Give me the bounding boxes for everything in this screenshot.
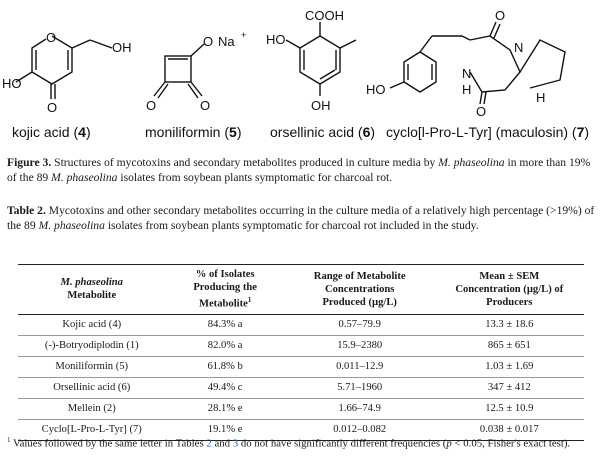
moniliformin-o-label: O (203, 34, 214, 49)
cell-range: 0.012–0.082 (285, 419, 435, 440)
maculosin-ho-label: HO (366, 82, 386, 97)
cell-metabolite: Mellein (2) (18, 398, 166, 419)
cell-mean: 0.038 ± 0.017 (435, 419, 584, 440)
cell-metabolite: Orsellinic acid (6) (18, 377, 166, 398)
kojic-o-label: O (46, 30, 57, 45)
kojic-ketone-o-label: O (47, 100, 58, 115)
cell-percent: 84.3% a (166, 314, 285, 335)
moniliformin-structure (154, 44, 204, 98)
table-row (18, 356, 584, 377)
cell-mean: 1.03 ± 1.69 (435, 356, 584, 377)
maculosin-h-label: H (536, 90, 546, 105)
cell-metabolite: Moniliformin (5) (18, 356, 166, 377)
cell-percent: 61.8% b (166, 356, 285, 377)
header-mean: Mean ± SEM Concentration (µg/L) of Producers (435, 265, 584, 315)
maculosin-caption: cyclo[l-Pro-L-Tyr] (maculosin) (7) (386, 124, 590, 140)
table-2-link[interactable]: 2 (206, 437, 212, 450)
cell-metabolite: (-)-Botryodiplodin (1) (18, 335, 166, 356)
table-caption: Table 2. Mycotoxins and other secondary metabolites occurring in the culture media of a relatively high percentage (>19%) of the 89 M. phaseolina isolates from soybean plants symptomatic for charcoal rot included in the study. (7, 204, 595, 232)
moniliformin-plus-sign: + (241, 30, 247, 40)
maculosin-o-top-label: O (495, 8, 506, 23)
cell-mean: 865 ± 651 (435, 335, 584, 356)
kojic-oh-label: OH (112, 40, 132, 55)
moniliformin-na-label: Na (218, 34, 235, 49)
cell-mean: 12.5 ± 10.9 (435, 398, 584, 419)
table-footnote: $^1$ Values followed by the same letter in Tables 2 and 3 do not have significantly different frequencies (p < 0.05, Fisher's exact test). (7, 436, 571, 450)
moniliformin-o-right-label: O (200, 98, 211, 113)
maculosin-nh-n-label: N (462, 66, 472, 81)
table-row (18, 314, 584, 335)
cell-mean: 347 ± 412 (435, 377, 584, 398)
maculosin-n-label: N (514, 40, 524, 55)
moniliformin-o-left-label: O (146, 98, 157, 113)
kojic-ho-label: HO (2, 76, 22, 91)
table-3-link[interactable]: 3 (232, 437, 239, 450)
orsellinic-oh-label: OH (311, 98, 331, 113)
kojic-acid-structure (16, 36, 112, 99)
table-row (18, 335, 584, 356)
maculosin-nh-h-label: H (462, 82, 472, 97)
cell-percent: 28.1% e (166, 398, 285, 419)
orsellinic-cooh-label: COOH (305, 8, 344, 23)
orsellinic-ho-label: HO (266, 32, 286, 47)
cell-metabolite: Cyclo[L-Pro-L-Tyr] (7) (18, 419, 166, 440)
orsellinic-acid-caption: orsellinic acid (6) (270, 124, 376, 140)
cell-range: 0.011–12.9 (285, 356, 435, 377)
orsellinic-acid-structure (286, 22, 356, 96)
cell-range: 15.9–2380 (285, 335, 435, 356)
cell-range: 1.66–74.9 (285, 398, 435, 419)
cell-percent: 49.4% c (166, 377, 285, 398)
header-metabolite: M. phaseolina Metabolite (18, 265, 166, 315)
cell-range: 5.71–1960 (285, 377, 435, 398)
moniliformin-caption: moniliformin (5) (145, 124, 242, 140)
maculosin-o-bottom-label: O (476, 104, 487, 119)
metabolite-table (18, 264, 584, 441)
header-percent: % of Isolates Producing the Metabolite$^1$ (166, 265, 285, 315)
table-header-row (18, 265, 584, 315)
table-row (18, 377, 584, 398)
cell-mean: 13.3 ± 18.6 (435, 314, 584, 335)
cell-range: 0.57–79.9 (285, 314, 435, 335)
cell-percent: 19.1% e (166, 419, 285, 440)
figure-caption: Figure 3. Structures of mycotoxins and secondary metabolites produced in culture media by M. phaseolina in more than 19% of the 89 M. phaseolina isolates from soybean plants symptomatic for charcoal rot. (7, 156, 591, 184)
table-row (18, 398, 584, 419)
cell-percent: 82.0% a (166, 335, 285, 356)
cell-metabolite: Kojic acid (4) (18, 314, 166, 335)
kojic-acid-caption: kojic acid (4) (12, 124, 91, 140)
header-range: Range of Metabolite Concentrations Produced (µg/L) (285, 265, 435, 315)
